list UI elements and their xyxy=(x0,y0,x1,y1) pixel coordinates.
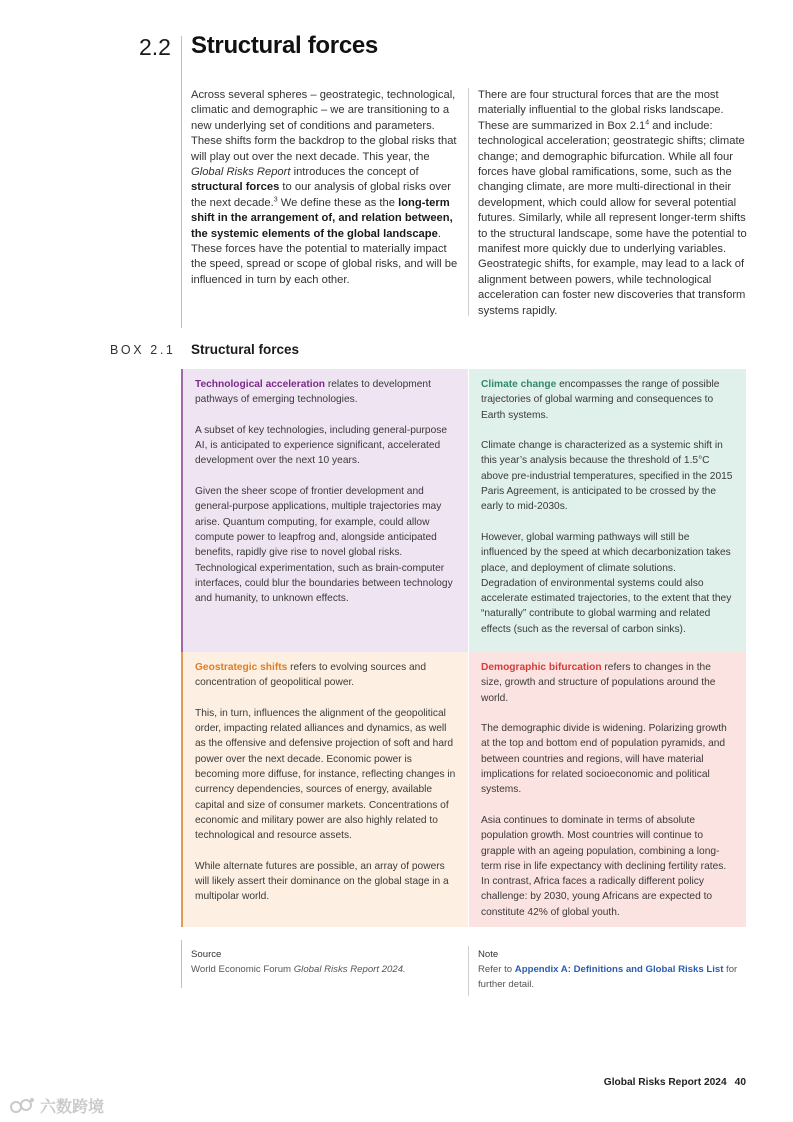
intro-left-paragraph: Across several spheres – geostrategic, technological, climatic and demographic – we are transitioning to a new underlying set of conditions and parameters. These shifts form the backdrop to the global risks that will play out over the next decade. This year, the Global Risks Report introduces the concept of structural forces to our analysis of global risks over the next decade.$^3$ We define these as the long-term shift in the arrangement of, and relation between, the systemic elements of the global landscape. These forces have the potential to materially impact the speed, spread or scope of global risks, and will be influenced in turn by each other. xyxy=(191,89,458,286)
panel-climate-change xyxy=(469,369,746,652)
report-name: Global Risks Report 2024 xyxy=(603,1077,727,1088)
intro-right-paragraph: There are four structural forces that are the most materially influential to the global risks landscape. These are summarized in Box $2.1^4$ and include: technological acceleration; geostrategic shifts; climate change; and demographic bifurcation. While all four forces have global ramifications, some, such as the changing climate, are more multi-directional in their development, which could allow for several potential futures. Similarly, while all represent longer-term shifts to the structural landscape, some have the potential to manifest more quickly due to underlying variables. Geostrategic shifts, for example, may lead to a lack of alignment between powers, while technological acceleration can foster new discoveries that transform systems rapidly. xyxy=(478,89,747,317)
watermark xyxy=(8,1094,104,1117)
section-number: 2.2 xyxy=(139,34,171,60)
link-chain-logo-icon xyxy=(8,1096,36,1116)
tech-intro: Technological acceleration relates to development pathways of emerging technologies. xyxy=(195,379,431,406)
page-footer xyxy=(596,1077,746,1088)
source-heading: Source xyxy=(191,949,222,960)
panel-demographic-bifurcation xyxy=(469,652,746,927)
section-rule-top xyxy=(181,36,182,328)
panel-technological-acceleration xyxy=(181,369,468,652)
climate-paragraph-2: Climate change is characterized as a systemic shift in this year’s analysis because the threshold of 1.5°C above pre-industrial temperatures, specified in the 2015 Paris Agreement, is anticipated to be crossed by the early to mid-2030s. xyxy=(481,440,733,513)
box-title: Structural forces xyxy=(191,342,300,357)
source-note xyxy=(191,947,461,977)
climate-intro: Climate change encompasses the range of possible trajectories of global warming and consequences to Earth systems. xyxy=(481,379,720,421)
geo-paragraph-2: This, in turn, influences the alignment of the geopolitical order, impacting related alliances and dynamics, as well as the offensive and defensive projection of soft and hard power over the next decade. Economic power is becoming more diffuse, for instance, reflecting changes in currency dependencies, sources of energy, available capital and size of consumer markets. Concentrations of economic and military power are also highly related to technological and resource assets. xyxy=(195,707,456,842)
tech-paragraph-3: Given the sheer scope of frontier development and general-purpose applications, multiple trajectories may arise. Quantum computing, for example, could allow compute power to leapfrog and, alongside anticipated benefits, rapidly give rise to novel global risks. Technological experimentation, such as brain-computer interfaces, could blur the boundaries between technology and humanity, to unknown effects. xyxy=(195,486,453,605)
geo-intro: Geostrategic shifts refers to evolving sources and concentration of geopolitical power. xyxy=(195,662,427,689)
appendix-a-link[interactable]: Appendix A: Definitions and Global Risks List xyxy=(514,964,724,975)
demo-paragraph-2: The demographic divide is widening. Polarizing growth at the top and bottom end of population pyramids, and between countries and regions, will have material implications for related socioeconomic and political systems. xyxy=(481,723,727,796)
section-title: Structural forces xyxy=(191,32,378,59)
demo-paragraph-3: Asia continues to dominate in terms of absolute population growth. Most countries will continue to grapple with an ageing population, combining a long-term rise in life expectancy with declining fertility rates. In contrast, Africa faces a radically different policy challenge: by 2030, young Africans are expected to constitute 42% of global youth. xyxy=(481,814,727,918)
footer-column-divider xyxy=(468,946,469,996)
tech-paragraph-2: A subset of key technologies, including general-purpose AI, is anticipated to experience significant, accelerated development over the next 10 years. xyxy=(195,424,448,467)
note-heading: Note xyxy=(478,949,499,960)
panel-geostrategic-shifts xyxy=(181,652,468,927)
geo-paragraph-3: While alternate futures are possible, an array of powers will likely assert their dominance on the global stage in a multipolar world. xyxy=(195,860,449,903)
demo-intro: Demographic bifurcation refers to changes in the size, growth and structure of populations around the world. xyxy=(481,662,716,704)
source-text: World Economic Forum Global Risks Report 2024. xyxy=(191,964,406,975)
watermark-text: 六数跨境 xyxy=(40,1099,105,1116)
climate-paragraph-3: However, global warming pathways will still be influenced by the speed at which decarbonization takes place, and deployment of climate solutions. Degradation of environmental systems could also accelerate estimated trajectories, to the extent that they “naturally” contribute to global warming and related effects (such as the reversal of carbon sinks). xyxy=(481,531,732,635)
section-rule-bottom xyxy=(181,940,182,988)
box-label: BOX 2.1 xyxy=(110,343,176,357)
column-divider xyxy=(468,88,469,316)
note-block xyxy=(478,947,743,992)
note-text: Refer to Appendix A: Definitions and Global Risks List for further detail. xyxy=(478,964,738,990)
page-number: 40 xyxy=(734,1077,746,1088)
